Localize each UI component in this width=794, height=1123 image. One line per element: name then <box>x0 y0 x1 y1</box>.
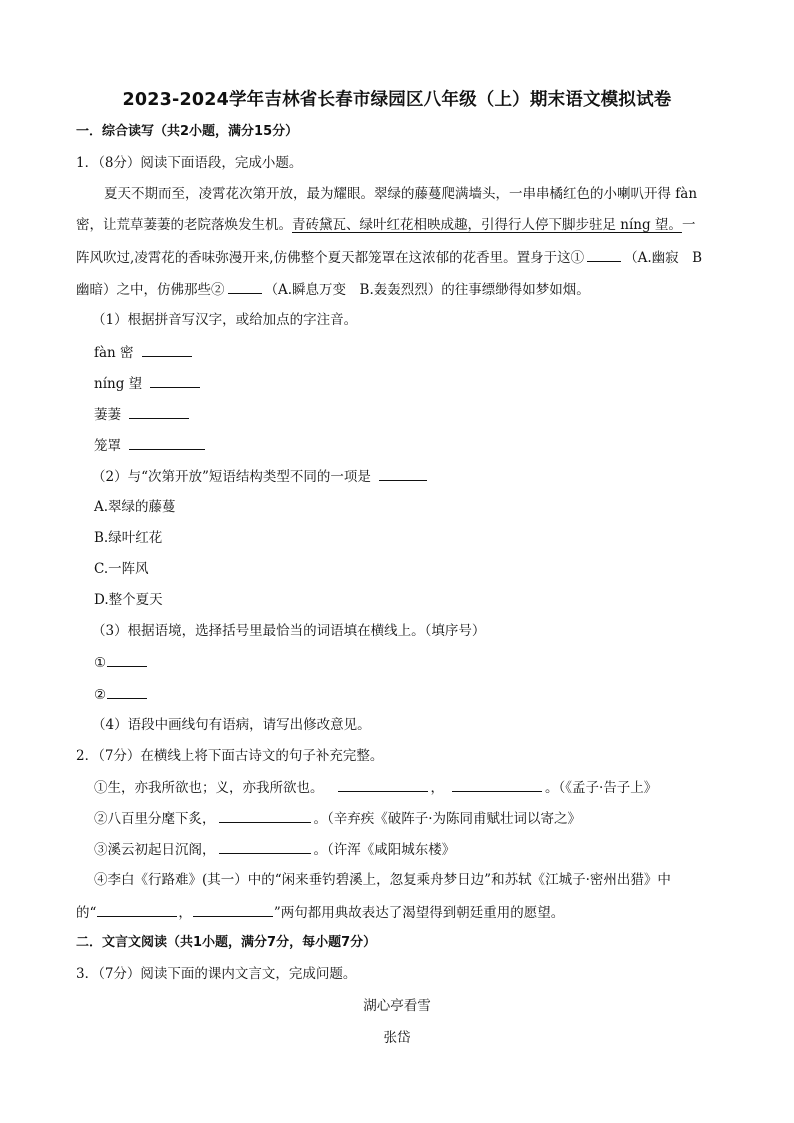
answer-blank[interactable] <box>379 466 427 481</box>
punct: ， <box>178 905 192 921</box>
passage-line-2 <box>76 215 695 235</box>
item-label: ① <box>94 655 107 671</box>
passage-text: 阵风吹过,凌霄花的香味弥漫开来,仿佛整个夏天都笼罩在这浓郁的花香里。置身于这① <box>76 250 585 266</box>
passage-line-1: 夏天不期而至，凌霄花次第开放，最为耀眼。翠绿的藤蔓爬满墙头，一串串橘红色的小喇叭开得 fàn <box>104 186 698 202</box>
poem-item-4-line-2 <box>76 902 564 923</box>
item-label: níng 望 <box>94 376 143 392</box>
sub-question-3: （3）根据语境，选择括号里最恰当的词语填在横线上。（填序号） <box>92 623 486 639</box>
answer-blank[interactable] <box>219 839 311 854</box>
section-heading-1: 一．综合读写（共2小题，满分15分） <box>76 124 299 139</box>
question-1-stem: 1．（8分）阅读下面语段，完成小题。 <box>76 155 303 171</box>
option-a: A.翠绿的藤蔓 <box>94 499 176 515</box>
option-d: D.整个夏天 <box>94 592 163 608</box>
answer-blank[interactable] <box>129 404 189 419</box>
poem-text: ②八百里分麾下炙， <box>94 811 216 827</box>
passage-line-4 <box>76 279 590 300</box>
poem-item-3 <box>94 839 455 860</box>
question-text: （2）与“次第开放”短语结构类型不同的一项是 <box>92 469 371 485</box>
poem-text: ”两句都用典故表达了渴望得到朝廷重用的愿望。 <box>273 905 565 921</box>
fill-item-1 <box>94 652 150 673</box>
item-label: 笼罩 <box>94 438 121 454</box>
blank-1[interactable] <box>587 247 621 262</box>
pinyin-item-1 <box>94 342 195 363</box>
answer-blank[interactable] <box>338 777 428 792</box>
sub-question-1: （1）根据拼音写汉字，或给加点的字注音。 <box>92 312 358 328</box>
passage-text: 幽暗）之中，仿佛那些② <box>76 282 225 298</box>
pinyin-item-4 <box>94 435 208 456</box>
question-3-stem: 3．（7分）阅读下面的课内文言文，完成问题。 <box>76 966 357 982</box>
blank-2[interactable] <box>228 279 262 294</box>
question-2-stem: 2．（7分）在横线上将下面古诗文的句子补充完整。 <box>76 748 384 764</box>
passage-text: （A.幽寂 B <box>624 250 703 266</box>
punct: ， <box>430 780 444 796</box>
passage-text: 一 <box>681 217 696 233</box>
poem-item-4-line-1: ④李白《行路难》(其一）中的“闲来垂钓碧溪上，忽复乘舟梦日边”和苏轼《江城子·密州出猎》中 <box>94 872 671 888</box>
answer-blank[interactable] <box>142 342 192 357</box>
fill-item-2 <box>94 684 150 705</box>
poem-text: 的“ <box>76 905 97 921</box>
poem-text: ①生，亦我所欲也；义，亦我所欲也。 <box>94 780 324 796</box>
answer-blank[interactable] <box>219 808 311 823</box>
poem-source: 。（许浑《咸阳城东楼》 <box>313 842 456 858</box>
answer-blank[interactable] <box>107 652 147 667</box>
answer-blank[interactable] <box>150 373 200 388</box>
passage-line-3 <box>76 247 702 268</box>
poem-item-1 <box>94 777 657 798</box>
poem-item-2 <box>94 808 581 829</box>
option-c: C.一阵风 <box>94 561 149 577</box>
answer-blank[interactable] <box>452 777 542 792</box>
item-label: 萋萋 <box>94 407 121 423</box>
passage-text: 密，让荒草萋萋的老院落焕发生机。 <box>76 217 292 233</box>
pinyin-item-3 <box>94 404 192 425</box>
answer-blank[interactable] <box>107 684 147 699</box>
passage-author: 张岱 <box>383 1030 411 1046</box>
sub-question-4: （4）语段中画线句有语病，请写出修改意见。 <box>92 717 371 733</box>
answer-blank[interactable] <box>129 435 205 450</box>
answer-blank[interactable] <box>193 902 273 917</box>
sub-question-2 <box>92 466 430 487</box>
item-label: fàn 密 <box>94 345 134 361</box>
passage-text: （A.瞬息万变 B.轰轰烈烈）的往事缥缈得如梦如烟。 <box>264 282 590 298</box>
section-heading-2: 二．文言文阅读（共1小题，满分7分，每小题7分） <box>76 935 377 950</box>
passage-title: 湖心亭看雪 <box>363 998 431 1014</box>
pinyin-item-2 <box>94 373 203 394</box>
poem-source: 。（辛弃疾《破阵子·为陈同甫赋壮词以寄之》 <box>313 811 582 827</box>
underlined-sentence: 青砖黛瓦、绿叶红花相映成趣，引得行人停下脚步驻足 níng 望。 <box>292 217 682 233</box>
answer-blank[interactable] <box>97 902 177 917</box>
poem-text: ③溪云初起日沉阁， <box>94 842 216 858</box>
option-b: B.绿叶红花 <box>94 530 163 546</box>
page-title: 2023-2024学年吉林省长春市绿园区八年级（上）期末语文模拟试卷 <box>122 90 672 110</box>
item-label: ② <box>94 687 107 703</box>
poem-source: 。（《孟子·告子上》 <box>545 780 658 796</box>
